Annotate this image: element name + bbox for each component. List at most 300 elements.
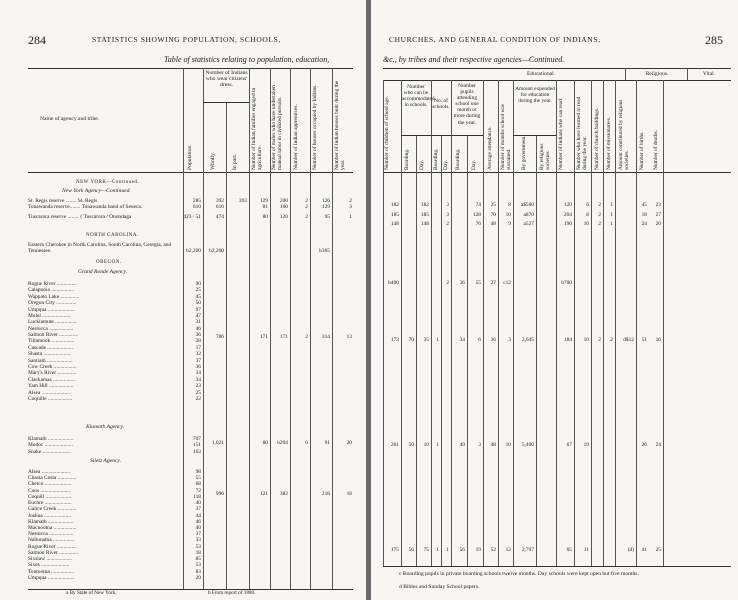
contrib-value: (d) — [627, 547, 634, 553]
tribe-name: Galice Creek .............. — [28, 506, 77, 513]
learned-value: 10 — [583, 221, 589, 227]
tribe-name: Tootootna ................. — [28, 568, 75, 575]
mo-value: 9 — [508, 221, 511, 227]
group-totals-row — [0, 440, 366, 449]
col-head-boarding: Boarding. — [433, 148, 439, 170]
tribe-name: Oregon City ............... — [28, 300, 77, 307]
pup-d-value: 128 — [472, 212, 481, 218]
read-value: b700 — [561, 280, 572, 286]
table-row — [0, 204, 366, 210]
group-rule — [687, 68, 688, 80]
left-page — [0, 0, 366, 600]
acc-d-value: 182 — [420, 202, 429, 208]
population-value: 20 — [195, 574, 201, 581]
tribe-name: Alsea ..................... — [28, 389, 70, 396]
footnote-d: d Bibles and Sunday School papers. — [399, 584, 480, 590]
tribe-name: Nestucca .................. — [28, 325, 74, 332]
houses-occupied-value: 95 — [324, 213, 330, 220]
table-row — [0, 544, 366, 550]
col-head-expended: Amount expended for education during the year. — [515, 86, 555, 105]
population-value: 18 — [195, 549, 201, 556]
col-head-houses-built: Number of Indian houses built during the year. — [334, 80, 347, 170]
pup-d-value: 3 — [478, 442, 481, 448]
births-value: 41 — [641, 547, 647, 553]
column-rule — [663, 80, 664, 566]
subhead-rule — [451, 135, 483, 136]
learned-value: 11 — [583, 547, 589, 553]
acc-d-value: 185 — [420, 212, 429, 218]
sch-b-value: 1 — [436, 547, 439, 553]
acc-d-value: 75 — [423, 547, 429, 553]
acc-b-value: 56 — [408, 547, 414, 553]
tribe-name: Salmon River .............. — [28, 549, 79, 556]
tribe-name: Snake ..................... — [28, 448, 71, 455]
agriculture-value: 121 — [259, 491, 268, 497]
population-value: 90 — [195, 281, 201, 287]
population-value: 37 — [195, 531, 201, 538]
section-north-carolina: NORTH CAROLINA. — [86, 233, 139, 238]
tribe-name: Yam Hill .................. — [28, 383, 74, 390]
col-head-in-part: In part. — [232, 153, 238, 170]
mo-value: 10 — [505, 442, 511, 448]
col-head-government: By government. — [521, 135, 527, 170]
tribe-name: Rogue River ............... — [28, 281, 77, 287]
col-head-agriculture: Number of Indian families engaged in agriculture. — [251, 87, 264, 170]
table-row — [0, 390, 366, 396]
agriculture-value: 81 — [262, 204, 268, 211]
tribe-name: Coos ...................... — [28, 487, 71, 494]
pup-d-value: 74 — [475, 202, 481, 208]
houses-built-value: 20 — [346, 440, 352, 446]
tribe-name: Macnootna ................. — [28, 525, 77, 531]
table-row — [0, 481, 366, 487]
tribe-name: Klamath ................... — [28, 518, 74, 525]
table-row — [0, 396, 366, 402]
population-value: 37 — [195, 357, 201, 364]
subhead-rule — [513, 135, 556, 136]
population-value: 45 — [195, 293, 201, 300]
tribe-name: Modoc ..................... — [28, 442, 73, 449]
group-totals-row — [0, 491, 366, 497]
sch-d-value: 3 — [446, 202, 449, 208]
column-rule — [467, 135, 468, 566]
column-rule — [615, 80, 616, 566]
table-row — [0, 377, 366, 383]
population-value: 36 — [195, 332, 201, 338]
tribe-name: Umpqua .................... — [28, 574, 75, 581]
population-value: 85 — [195, 556, 201, 563]
population-value: 40 — [195, 500, 201, 507]
population-value: 47 — [195, 312, 201, 319]
population-value: 28 — [195, 338, 201, 345]
col-head-civilized: Number of males who have undertaken manual labor in civilized pursuits. — [271, 85, 284, 170]
col-head-wholly: Wholly. — [210, 152, 216, 170]
ch-value: 2 — [598, 212, 601, 218]
population-value: 50 — [195, 300, 201, 307]
col-head-day: Day. — [471, 160, 477, 170]
column-rule — [591, 80, 592, 566]
subhead-rule — [431, 135, 451, 136]
group-head-religious: Religious. — [645, 71, 669, 77]
population-value: 33 — [195, 537, 201, 544]
table-row — [0, 242, 366, 254]
tribe-name: Chasta Costa .............. — [28, 475, 77, 482]
col-head-avg-attendance: Average attendance. — [487, 126, 493, 170]
table-row — [0, 214, 366, 220]
table-top-rule — [28, 68, 353, 69]
footnote-a: a By State of New York. — [66, 590, 117, 596]
houses-occupied-value: 129 — [321, 204, 330, 211]
tribe-name: Tuscarora reserve ........ { Tuscarora / Onondaga — [28, 213, 132, 220]
read-value: 204 — [563, 212, 572, 218]
houses-occupied-value: b365 — [319, 248, 330, 254]
col-head-boarding: Boarding. — [404, 148, 410, 170]
tribe-name: Molel ..................... — [28, 312, 71, 319]
children-value: 175 — [390, 547, 399, 553]
table-row — [0, 364, 366, 370]
learned-value: 6 — [586, 202, 589, 208]
column-rule — [574, 80, 575, 566]
agriculture-value: 80 — [262, 213, 268, 220]
deaths-value: 20 — [655, 221, 661, 227]
learned-value: 19 — [583, 442, 589, 448]
wholly-value: 392 — [215, 198, 224, 204]
tribe-name: Coquille .................. — [28, 395, 73, 402]
population-value: 31 — [195, 319, 201, 326]
section-new-york: NEW YORK—Continued. — [76, 180, 140, 185]
table-subtitle-right: &c., by tribes and their respective agencies—Continued. — [383, 55, 565, 64]
population-value: 36 — [195, 363, 201, 370]
pup-b-value: 34 — [459, 337, 465, 343]
ch-value: 2 — [598, 337, 601, 343]
population-value: 97 — [195, 306, 201, 313]
population-value: 151 — [192, 442, 201, 449]
wholly-value: 1,021 — [211, 440, 224, 446]
table-row — [371, 202, 738, 208]
acc-d-value: 148 — [420, 221, 429, 227]
population-value: 17 — [195, 344, 201, 351]
deaths-value: 23 — [655, 202, 661, 208]
gov-value: 2,645 — [521, 337, 534, 343]
apprentices-value: 2 — [305, 204, 308, 211]
footnote-b: b From report of 1880. — [208, 590, 256, 596]
civilized-value: 171 — [279, 334, 288, 340]
header-bottom-rule — [28, 172, 353, 173]
col-head-day: Day. — [419, 160, 425, 170]
avg-value: 48 — [490, 221, 496, 227]
mis-value: 2 — [610, 337, 613, 343]
avg-value: 27 — [490, 280, 496, 286]
col-head-children: Number of children of school age. — [384, 96, 390, 170]
pup-d-value: 55 — [475, 280, 481, 286]
population-value: 53 — [195, 562, 201, 569]
col-head-religious-soc: By religious societies. — [539, 143, 552, 170]
population-value: 163 — [192, 448, 201, 455]
col-head-apprentices: Number of Indian apprentices. — [293, 104, 299, 170]
children-value: b400 — [388, 280, 399, 286]
births-value: 45 — [641, 202, 647, 208]
table-row — [0, 307, 366, 313]
houses-occupied-value: 218 — [321, 491, 330, 497]
table-row — [0, 449, 366, 455]
population-value: 72 — [195, 487, 201, 494]
pup-d-value: 19 — [475, 547, 481, 553]
population-value: 34 — [195, 376, 201, 383]
avg-value: 48 — [490, 442, 496, 448]
acc-d-value: 10 — [423, 442, 429, 448]
acc-d-value: 35 — [423, 337, 429, 343]
tribe-name: Rogue River ............... — [28, 543, 77, 550]
civilized-value: 160 — [279, 204, 288, 211]
read-value: 67 — [566, 442, 572, 448]
births-value: 24 — [641, 221, 647, 227]
col-head-births: Number of births. — [639, 131, 645, 170]
table-row — [0, 319, 366, 325]
population-value: 55 — [195, 475, 201, 482]
tribe-name: Coquill ................... — [28, 493, 72, 500]
col-head-months: Number of months school was sustained. — [500, 104, 513, 170]
mo-value: 3 — [508, 337, 511, 343]
read-value: 190 — [563, 221, 572, 227]
tribe-name: Lucklamute ................ — [28, 319, 77, 326]
tribe-name: Cascade ................... — [28, 344, 73, 351]
deaths-value: 24 — [655, 442, 661, 448]
column-rule — [556, 80, 557, 566]
population-value: b2,200 — [186, 248, 201, 254]
population-value: 37 — [195, 506, 201, 513]
acc-b-value: 50 — [408, 442, 414, 448]
population-value: 25 — [195, 287, 201, 294]
col-head-pupils: Number pupils attending school one month or more during the year. — [453, 83, 481, 126]
sch-b-value: 1 — [436, 337, 439, 343]
tribe-name: Naltunatna ................ — [28, 537, 75, 544]
contrib-value: d$12 — [623, 337, 634, 343]
table-row — [371, 337, 738, 343]
table-row — [0, 513, 366, 519]
table-row — [0, 575, 366, 581]
col-head-contributed: Amount contributed by religious societies. — [618, 99, 631, 170]
table-row — [0, 326, 366, 332]
tribe-name: Umpqua .................... — [28, 306, 75, 313]
column-rule — [416, 135, 417, 566]
group-totals-row — [0, 334, 366, 340]
read-value: 120 — [563, 202, 572, 208]
footnote-c: c Boarding pupils in private boarding schools twelve months. Day schools were kept open but five months. — [399, 571, 639, 577]
mis-value: 1 — [610, 212, 613, 218]
table-row — [0, 351, 366, 357]
column-rule — [441, 135, 442, 566]
tribe-name: Wappato Lake .............. — [28, 293, 80, 300]
col-head-population: Population. — [187, 144, 193, 170]
right-page — [371, 0, 738, 600]
mo-value: 12 — [505, 547, 511, 553]
wholly-value: b2,200 — [209, 248, 224, 254]
children-value: 148 — [390, 221, 399, 227]
gov-value: a527 — [523, 221, 534, 227]
houses-occupied-value: 314 — [321, 334, 330, 340]
gov-value: a870 — [523, 212, 534, 218]
apprentices-value: 6 — [305, 440, 308, 446]
population-value: 707 — [192, 436, 201, 442]
population-value: 610 — [192, 204, 201, 211]
col-head-can-read: Number of Indians who can read. — [558, 97, 564, 170]
mis-value: 1 — [610, 202, 613, 208]
births-value: 18 — [641, 212, 647, 218]
mo-value: c12 — [503, 280, 511, 286]
gov-value: 2,707 — [521, 547, 534, 553]
deaths-value: 27 — [655, 212, 661, 218]
gov-value: a$560 — [520, 202, 534, 208]
table-row — [0, 287, 366, 293]
read-value: 65 — [566, 547, 572, 553]
houses-built-value: 2 — [349, 198, 352, 204]
sch-d-value: 2 — [446, 280, 449, 286]
group-head-vital: Vital. — [702, 71, 716, 77]
page-number-left: 284 — [28, 33, 46, 47]
sch-d-value: 2 — [446, 221, 449, 227]
births-value: 26 — [641, 442, 647, 448]
table-row — [0, 281, 366, 287]
table-row — [371, 212, 738, 218]
section-siletz: Siletz Agency. — [90, 458, 121, 464]
population-value: 34 — [195, 370, 201, 377]
avg-value: 36 — [490, 337, 496, 343]
civilized-value: 120 — [279, 213, 288, 220]
in-part-value: 393 — [238, 198, 247, 204]
population-value: 32 — [195, 351, 201, 358]
houses-built-value: 1 — [349, 213, 352, 220]
table-row — [0, 294, 366, 300]
houses-built-value: 13 — [346, 334, 352, 340]
col-head-day: Day. — [443, 160, 449, 170]
children-value: 173 — [390, 337, 399, 343]
apprentices-value: 2 — [305, 198, 308, 204]
apprentices-value: 2 — [305, 213, 308, 220]
apprentices-value: 2 — [305, 334, 308, 340]
table-row — [0, 358, 366, 364]
col-head-no-schools: No. of schools. — [432, 98, 450, 111]
houses-built-value: 18 — [346, 491, 352, 497]
population-value: 46 — [195, 325, 201, 332]
houses-built-value: 3 — [349, 204, 352, 211]
agriculture-value: 80 — [262, 440, 268, 446]
col-head-agency: Name of agency and tribe. — [40, 116, 100, 122]
gov-value: 5,400 — [521, 442, 534, 448]
tribe-name: Mary's River .............. — [28, 370, 77, 377]
tribe-name: Klamath ................... — [28, 436, 74, 442]
children-value: 185 — [390, 212, 399, 218]
civilized-value: 200 — [279, 198, 288, 204]
tribe-name: Eastern Cherokee in North Carolina, South Carolina, Georgia, and Tennessee. — [28, 242, 172, 255]
ch-value: 2 — [598, 202, 601, 208]
population-value: 423 / 51 — [183, 213, 201, 220]
agriculture-value: 171 — [259, 334, 268, 340]
tribe-name: Chetco .................... — [28, 481, 72, 488]
section-oregon: OREGON. — [96, 260, 122, 265]
table-subtitle-left: Table of statistics relating to population, education, — [164, 55, 330, 64]
sch-d-value: 1 — [446, 547, 449, 553]
table-row — [0, 370, 366, 376]
population-value: 46 — [195, 518, 201, 525]
tribe-name: Clackamas ................. — [28, 376, 76, 383]
section-ny-agency: New York Agency—Continued. — [62, 188, 131, 194]
column-rule — [451, 80, 452, 566]
population-value: 40 — [195, 525, 201, 531]
table-row — [0, 383, 366, 389]
population-value: 53 — [195, 543, 201, 550]
running-header-left: STATISTICS SHOWING POPULATION, SCHOOLS, — [92, 35, 281, 44]
children-value: 261 — [390, 442, 399, 448]
avg-value: 25 — [490, 202, 496, 208]
tribe-name: Joshua .................... — [28, 512, 71, 519]
tribe-name: Santiam ................... — [28, 357, 73, 364]
col-head-missionaries: Number of missionaries. — [606, 116, 612, 170]
houses-occupied-value: 126 — [321, 198, 330, 204]
mis-value: 1 — [610, 221, 613, 227]
column-rule — [483, 80, 484, 566]
group-rule — [625, 68, 626, 80]
wholly-value: 474 — [215, 213, 224, 220]
col-head-accommodated: Number who can be accommodated in schools. — [402, 84, 435, 109]
pup-d-value: 76 — [475, 221, 481, 227]
section-klamath: Klamath Agency. — [86, 424, 125, 430]
population-value: 68 — [195, 481, 201, 488]
column-rule — [636, 80, 637, 566]
acc-b-value: 70 — [408, 337, 414, 343]
pup-d-value: 6 — [478, 337, 481, 343]
wholly-value: 786 — [215, 334, 224, 340]
sch-d-value: 3 — [446, 212, 449, 218]
deaths-value: 16 — [655, 337, 661, 343]
mo-value: 10 — [505, 212, 511, 218]
tribe-name: Tonawanda reserve........ Tonawanda band of Seneca. — [28, 204, 143, 211]
births-value: 51 — [641, 337, 647, 343]
learned-value: 8 — [586, 212, 589, 218]
column-rule — [401, 80, 402, 566]
tribe-name: Sixes ..................... — [28, 562, 70, 569]
population-value: 23 — [195, 383, 201, 390]
tribe-name: Tillamook ................. — [28, 338, 75, 345]
pup-b-value: 36 — [459, 280, 465, 286]
pup-b-value: 49 — [459, 442, 465, 448]
table-row — [0, 313, 366, 319]
col-head-citizens-dress: Number of Indians who wear citizens' dress. — [205, 70, 248, 89]
learned-value: 10 — [583, 337, 589, 343]
group-head-educational: Educational. — [526, 71, 556, 77]
section-grand-ronde: Grand Ronde Agency. — [78, 269, 128, 275]
running-header-right: CHURCHES, AND GENERAL CONDITION OF INDIANS, — [389, 35, 601, 44]
wholly-value: 996 — [215, 491, 224, 497]
col-head-learned-during: Number who have learned to read during the year. — [576, 96, 589, 170]
col-head-deaths: Number of deaths. — [653, 130, 659, 170]
population-value: 22 — [195, 395, 201, 402]
civilized-value: 382 — [279, 491, 288, 497]
deaths-value: 25 — [655, 547, 661, 553]
col-head-houses-occupied: Number of houses occupied by Indians. — [312, 84, 318, 170]
tribe-name: Shasta .................... — [28, 351, 71, 358]
col-head-churches: Number of church buildings. — [594, 107, 600, 170]
population-value: 98 — [195, 469, 201, 475]
table-row — [371, 280, 738, 286]
page-number-right: 285 — [705, 33, 723, 47]
mo-value: 8 — [508, 202, 511, 208]
sch-b-value: 1 — [436, 442, 439, 448]
ch-value: 2 — [598, 221, 601, 227]
table-row — [371, 442, 738, 448]
column-rule — [431, 80, 432, 566]
wholly-value: 610 — [215, 204, 224, 211]
houses-occupied-value: 91 — [324, 440, 330, 446]
